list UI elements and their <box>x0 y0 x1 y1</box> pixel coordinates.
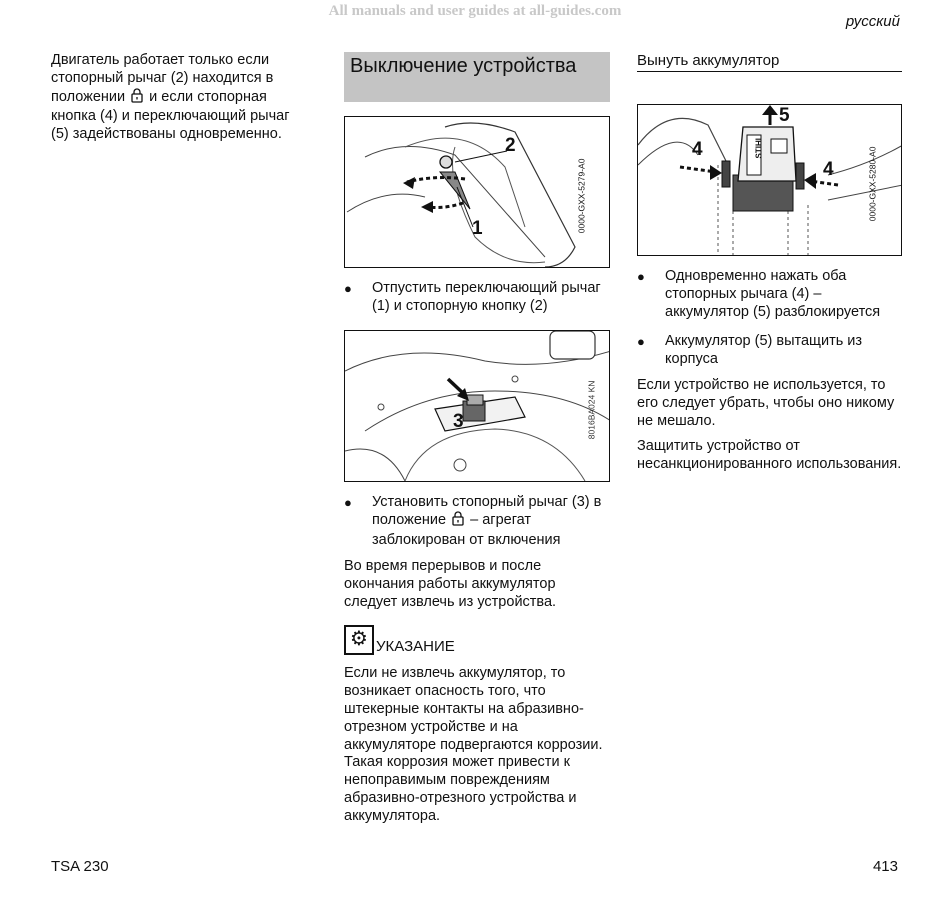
bullet-set-lock <box>344 494 610 550</box>
notice-label: УКАЗАНИЕ <box>376 637 455 655</box>
paragraph-protect: Защитить устройство от несанкционированного использования. <box>637 438 902 473</box>
bullet-dot: ● <box>344 494 352 510</box>
bullet-dot: ● <box>637 334 645 350</box>
padlock-closed-icon <box>131 88 143 109</box>
figure-code: 8016BA024 KN <box>586 380 597 439</box>
footer-model: TSA 230 <box>51 858 109 875</box>
gear-notice-icon: ⚙ <box>344 625 374 655</box>
bullet-text: Аккумулятор (5) вытащить из корпуса <box>665 333 863 368</box>
figure-battery-removal <box>637 104 902 256</box>
bullet-press-levers <box>637 268 902 321</box>
page-number: 413 <box>872 858 898 875</box>
bullet-pull-battery <box>637 333 902 369</box>
figure-locking-lever <box>344 330 610 482</box>
bullet-text-a: Установить стопорный рычаг (3) в положение <box>372 493 602 529</box>
callout-4-right: 4 <box>823 159 834 180</box>
callout-4-left: 4 <box>692 139 703 160</box>
bullet-release-lever <box>344 280 610 316</box>
figure-code: 0000-GXX-5280-A0 <box>867 146 878 222</box>
bullet-text-b: – агрегат заблокирован от включения <box>372 512 561 549</box>
notice-text: Если не извлечь аккумулятор, то возникает опасность того, что штекерные контакты на абразивно-отрезном устройстве и на аккумуляторе подвергаются коррозии. Такая коррозия может привести к непоправимым повреждениям абразивно-отрезного устройства и аккумулятора. <box>344 665 603 824</box>
engine-text-a: Двигатель работает только если стопорный рычаг (2) находится в положении <box>51 52 274 105</box>
column-right <box>637 52 902 482</box>
padlock-closed-icon <box>452 511 464 532</box>
notice-header <box>344 625 610 655</box>
section-heading-switch-off: Выключение устройства <box>344 52 610 102</box>
language-label: русский <box>845 13 900 30</box>
section-heading-remove-battery: Вынуть аккумулятор <box>637 52 902 72</box>
brand-logo: STIHL <box>754 135 764 159</box>
column-left <box>51 52 301 152</box>
engine-text-b: и если стопорная кнопка (4) и переключающий рычаг (5) задействованы одновременно. <box>51 88 290 143</box>
callout-3: 3 <box>453 410 464 432</box>
engine-paragraph <box>51 52 301 144</box>
figure-code: 0000-GXX-5279-A0 <box>576 158 587 234</box>
bullet-text: Одновременно нажать оба стопорных рычага (4) – аккумулятор (5) разблокируется <box>665 268 881 320</box>
callout-5: 5 <box>779 105 790 126</box>
callout-2: 2 <box>505 135 516 156</box>
callout-1: 1 <box>472 218 483 239</box>
bullet-dot: ● <box>344 281 352 296</box>
paragraph-remove-battery: Во время перерывов и после окончания работы аккумулятор следует извлечь из устройства. <box>344 557 557 610</box>
paragraph-storage: Если устройство не используется, то его следует убрать, чтобы оно никому не мешало. <box>637 376 895 429</box>
figure-switch-lever <box>344 116 610 268</box>
bullet-text: Отпустить переключающий рычаг (1) и стопорную кнопку (2) <box>372 280 601 314</box>
column-middle <box>344 52 610 834</box>
watermark: All manuals and user guides at all-guides.com <box>328 3 622 19</box>
bullet-dot: ● <box>637 269 645 284</box>
